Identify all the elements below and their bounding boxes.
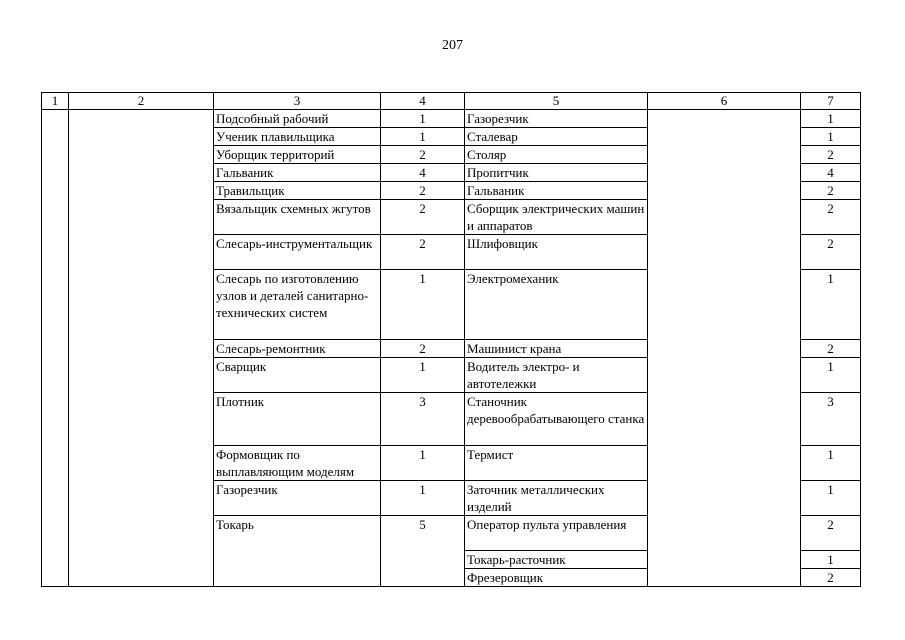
count-cell-col7: 1	[801, 481, 861, 516]
count-cell: 1	[381, 358, 465, 393]
col1-merged-cell	[42, 110, 69, 587]
count-cell: 1	[381, 110, 465, 128]
count-cell-col7: 4	[801, 164, 861, 182]
count-cell-col7: 2	[801, 146, 861, 164]
count-cell-col7: 2	[801, 569, 861, 587]
profession-cell-col5: Столяр	[465, 146, 648, 164]
count-cell: 2	[381, 146, 465, 164]
profession-cell-col5: Газорезчик	[465, 110, 648, 128]
profession-cell: Слесарь-инструментальщик	[214, 235, 381, 270]
profession-cell: Сварщик	[214, 358, 381, 393]
count-cell: 1	[381, 128, 465, 146]
profession-cell-col5: Сборщик электрических машин и аппаратов	[465, 200, 648, 235]
profession-cell-col5: Водитель электро- и автотележки	[465, 358, 648, 393]
count-cell-col7: 1	[801, 128, 861, 146]
profession-cell-col5: Станочник деревообрабатывающего станка	[465, 393, 648, 446]
count-cell: 3	[381, 393, 465, 446]
count-cell: 2	[381, 200, 465, 235]
profession-cell-col5: Машинист крана	[465, 340, 648, 358]
profession-cell-col5: Шлифовщик	[465, 235, 648, 270]
profession-cell-col5: Термист	[465, 446, 648, 481]
count-cell-col7: 2	[801, 235, 861, 270]
page-number: 207	[442, 38, 463, 53]
profession-cell: Подсобный рабочий	[214, 110, 381, 128]
profession-cell-col5: Сталевар	[465, 128, 648, 146]
profession-cell: Ученик плавильщика	[214, 128, 381, 146]
count-cell: 2	[381, 182, 465, 200]
count-cell: 1	[381, 270, 465, 340]
header-cell-5: 5	[465, 93, 648, 110]
profession-cell: Уборщик территорий	[214, 146, 381, 164]
professions-table	[41, 92, 861, 587]
profession-cell-col5: Заточник металлических изделий	[465, 481, 648, 516]
count-cell-col7: 1	[801, 446, 861, 481]
profession-cell: Вязальщик схемных жгутов	[214, 200, 381, 235]
header-cell-1: 1	[42, 93, 69, 110]
count-cell-col7: 2	[801, 340, 861, 358]
profession-cell-col5: Фрезеровщик	[465, 569, 648, 587]
count-cell-col7: 1	[801, 358, 861, 393]
col2-merged-cell	[69, 110, 214, 587]
profession-cell: Слесарь-ремонтник	[214, 340, 381, 358]
profession-cell: Гальваник	[214, 164, 381, 182]
count-cell: 4	[381, 164, 465, 182]
header-row	[42, 93, 861, 110]
header-cell-2: 2	[69, 93, 214, 110]
table-row	[42, 110, 861, 128]
header-cell-7: 7	[801, 93, 861, 110]
header-cell-6: 6	[648, 93, 801, 110]
profession-cell-col5: Токарь-расточник	[465, 551, 648, 569]
profession-cell: Газорезчик	[214, 481, 381, 516]
profession-cell: Слесарь по изготовлению узлов и деталей санитарно-технических систем	[214, 270, 381, 340]
profession-cell: Формовщик по выплавляющим моделям	[214, 446, 381, 481]
profession-cell-col5: Электромеханик	[465, 270, 648, 340]
profession-cell-col5: Гальваник	[465, 182, 648, 200]
profession-cell: Плотник	[214, 393, 381, 446]
profession-cell: Токарь	[214, 516, 381, 587]
count-cell: 2	[381, 340, 465, 358]
count-cell-col7: 1	[801, 270, 861, 340]
col6-merged-cell	[648, 110, 801, 587]
count-cell-col7: 3	[801, 393, 861, 446]
header-cell-3: 3	[214, 93, 381, 110]
count-cell: 2	[381, 235, 465, 270]
count-cell: 1	[381, 446, 465, 481]
header-cell-4: 4	[381, 93, 465, 110]
count-cell-col7: 2	[801, 200, 861, 235]
count-cell-col7: 2	[801, 516, 861, 551]
profession-cell-col5: Оператор пульта управления	[465, 516, 648, 551]
profession-cell: Травильщик	[214, 182, 381, 200]
count-cell-col7: 2	[801, 182, 861, 200]
count-cell-col7: 1	[801, 110, 861, 128]
count-cell: 5	[381, 516, 465, 587]
count-cell-col7: 1	[801, 551, 861, 569]
count-cell: 1	[381, 481, 465, 516]
profession-cell-col5: Пропитчик	[465, 164, 648, 182]
